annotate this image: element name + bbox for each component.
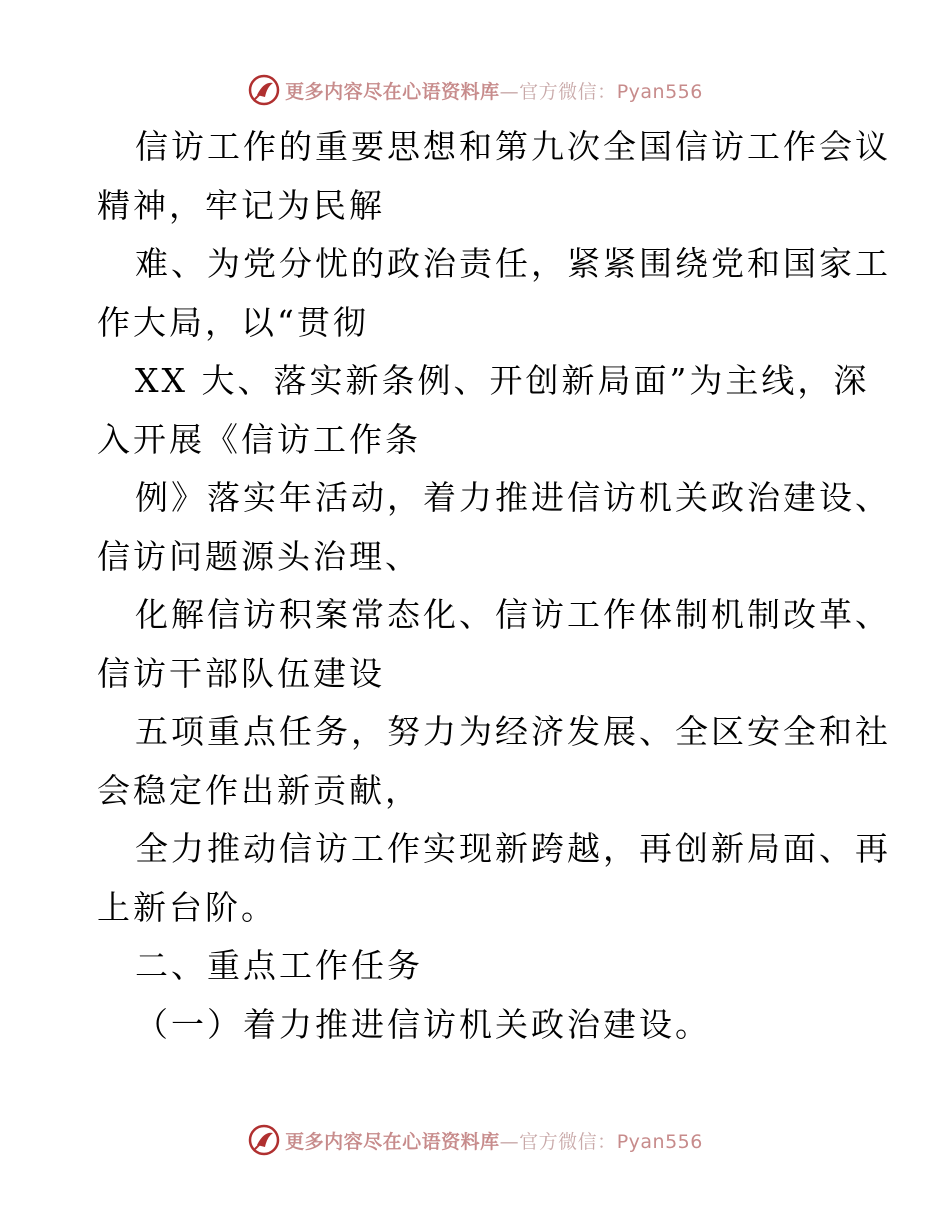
footer-watermark: [0, 1120, 950, 1160]
body-line: 信访问题源头治理、: [97, 536, 421, 576]
body-line: 难、为党分忧的政治责任，紧紧围绕党和国家工: [135, 244, 891, 283]
body-line: 全力推动信访工作实现新跨越，再创新局面、再: [135, 829, 891, 868]
header-watermark: [0, 70, 950, 110]
logo-icon: [247, 73, 281, 107]
watermark-contact: 官方微信：: [519, 80, 617, 103]
body-line: 上新台阶。: [97, 887, 277, 927]
watermark-id: Pyan556: [616, 80, 703, 103]
watermark-text: [285, 1127, 703, 1154]
watermark-id: Pyan556: [616, 1130, 703, 1153]
watermark-separator: —: [499, 1130, 520, 1153]
body-line: 会稳定作出新贡献，: [97, 770, 421, 810]
watermark-text: [285, 77, 703, 104]
body-line: 精神，牢记为民解: [97, 185, 385, 225]
logo-icon: [247, 1123, 281, 1157]
body-line: XX 大、落实新条例、开创新局面”为主线，深: [135, 361, 870, 400]
body-line: 作大局，以“贯彻: [97, 302, 369, 342]
document-body: [97, 118, 891, 1054]
section-heading: 二、重点工作任务: [135, 946, 423, 985]
body-line: 入开展《信访工作条: [97, 419, 421, 459]
body-line: 信访工作的重要思想和第九次全国信访工作会议: [135, 127, 891, 166]
body-line: 信访干部队伍建设: [97, 653, 385, 693]
body-line: 化解信访积案常态化、信访工作体制机制改革、: [135, 595, 891, 634]
watermark-separator: —: [499, 80, 520, 103]
watermark-contact: 官方微信：: [519, 1130, 617, 1153]
subsection-heading: （一）着力推进信访机关政治建设。: [135, 1004, 711, 1044]
watermark-brand: 更多内容尽在心语资料库: [285, 1130, 500, 1153]
body-line: 例》落实年活动，着力推进信访机关政治建设、: [135, 478, 891, 517]
body-line: 五项重点任务，努力为经济发展、全区安全和社: [135, 712, 891, 751]
watermark-brand: 更多内容尽在心语资料库: [285, 80, 500, 103]
